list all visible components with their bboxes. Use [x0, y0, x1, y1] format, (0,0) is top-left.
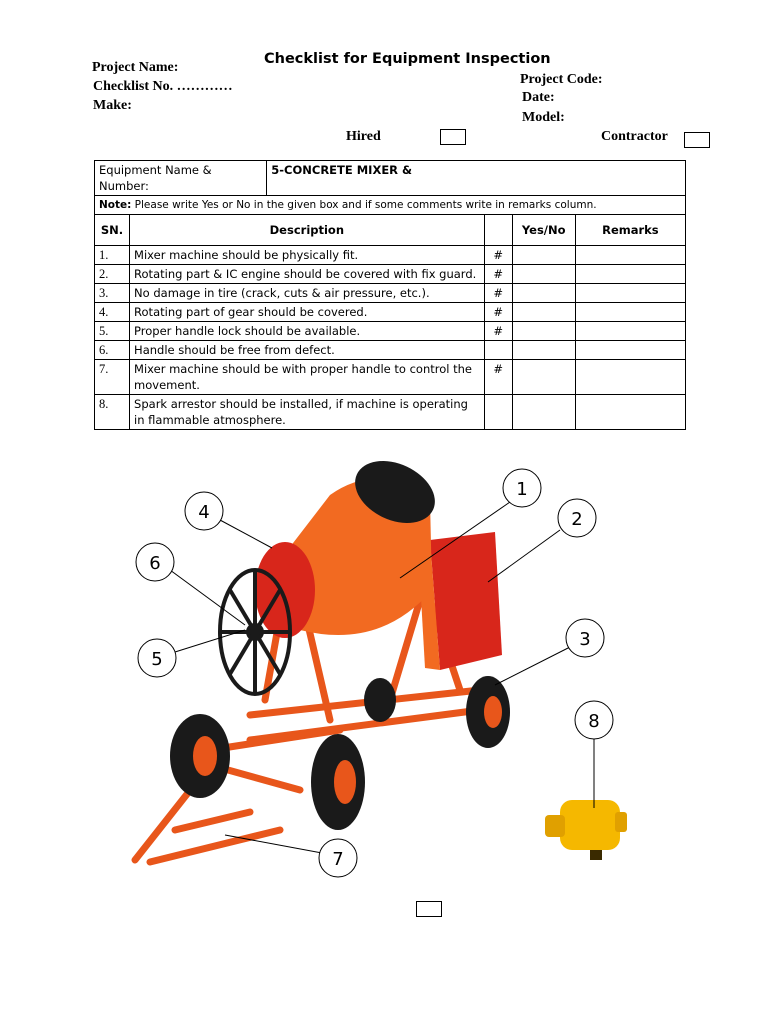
- date-label: Date:: [522, 90, 555, 105]
- hired-label: Hired: [346, 129, 381, 144]
- row-sn: 6.: [95, 341, 130, 360]
- table-row: [95, 395, 686, 430]
- row-sn: 1.: [95, 246, 130, 265]
- row-yesno-cell[interactable]: [512, 265, 575, 284]
- row-remarks-cell[interactable]: [575, 246, 685, 265]
- col-yesno-header: Yes/No: [512, 215, 575, 246]
- project-code-label: Project Code:: [520, 72, 603, 87]
- row-description: Spark arrestor should be installed, if machine is operating in flammable atmosphere.: [130, 395, 485, 430]
- engine-guard: [430, 532, 502, 670]
- table-row: [95, 341, 686, 360]
- table-row: [95, 284, 686, 303]
- note-row: [95, 196, 686, 215]
- row-mark: #: [484, 246, 512, 265]
- callout-7: 7: [332, 849, 344, 870]
- model-label: Model:: [522, 110, 565, 125]
- row-description: Rotating part of gear should be covered.: [130, 303, 485, 322]
- row-yesno-cell[interactable]: [512, 395, 575, 430]
- row-remarks-cell[interactable]: [575, 303, 685, 322]
- document-title: Checklist for Equipment Inspection: [264, 51, 551, 67]
- table-row: [95, 246, 686, 265]
- callout-4: 4: [198, 502, 210, 523]
- row-description: Rotating part & IC engine should be covered with fix guard.: [130, 265, 485, 284]
- contractor-label: Contractor: [601, 129, 668, 144]
- row-yesno-cell[interactable]: [512, 246, 575, 265]
- header-row: [95, 215, 686, 246]
- footer-box: [416, 901, 442, 917]
- callout-6: 6: [149, 553, 161, 574]
- make-label: Make:: [93, 98, 132, 113]
- row-sn: 5.: [95, 322, 130, 341]
- row-description: Handle should be free from defect.: [130, 341, 485, 360]
- row-mark: [484, 341, 512, 360]
- row-description: Mixer machine should be with proper handle to control the movement.: [130, 360, 485, 395]
- row-yesno-cell[interactable]: [512, 284, 575, 303]
- row-remarks-cell[interactable]: [575, 395, 685, 430]
- table-row: [95, 322, 686, 341]
- row-mark: #: [484, 265, 512, 284]
- row-yesno-cell[interactable]: [512, 341, 575, 360]
- col-sn-header: SN.: [95, 215, 130, 246]
- inspection-table: [94, 160, 686, 430]
- equipment-label: Equipment Name & Number:: [95, 161, 267, 196]
- row-description: Proper handle lock should be available.: [130, 322, 485, 341]
- row-mark: #: [484, 303, 512, 322]
- note-label: Note:: [99, 199, 132, 211]
- row-remarks-cell[interactable]: [575, 322, 685, 341]
- row-mark: #: [484, 284, 512, 303]
- equipment-value[interactable]: 5-CONCRETE MIXER &: [267, 161, 686, 196]
- checklist-no-label: Checklist No. …………: [93, 79, 233, 94]
- col-remarks-header: Remarks: [575, 215, 685, 246]
- callout-5: 5: [151, 649, 163, 670]
- hired-checkbox[interactable]: [440, 129, 466, 145]
- equipment-row: [95, 161, 686, 196]
- col-description-header: Description: [130, 215, 485, 246]
- callout-1: 1: [516, 479, 528, 500]
- row-sn: 4.: [95, 303, 130, 322]
- row-remarks-cell[interactable]: [575, 341, 685, 360]
- callout-3: 3: [579, 629, 591, 650]
- row-mark: #: [484, 360, 512, 395]
- row-sn: 3.: [95, 284, 130, 303]
- row-description: No damage in tire (crack, cuts & air pressure, etc.).: [130, 284, 485, 303]
- row-sn: 8.: [95, 395, 130, 430]
- wheels: [170, 676, 510, 830]
- table-row: [95, 265, 686, 284]
- table-row: [95, 303, 686, 322]
- row-yesno-cell[interactable]: [512, 360, 575, 395]
- callout-8: 8: [588, 711, 600, 732]
- callout-2: 2: [571, 509, 583, 530]
- handwheel: [220, 570, 290, 694]
- row-remarks-cell[interactable]: [575, 265, 685, 284]
- row-remarks-cell[interactable]: [575, 284, 685, 303]
- row-description: Mixer machine should be physically fit.: [130, 246, 485, 265]
- row-yesno-cell[interactable]: [512, 303, 575, 322]
- row-sn: 2.: [95, 265, 130, 284]
- row-remarks-cell[interactable]: [575, 360, 685, 395]
- note-text: Please write Yes or No in the given box and if some comments write in remarks column.: [131, 199, 597, 211]
- row-mark: [484, 395, 512, 430]
- project-name-label: Project Name:: [92, 60, 179, 75]
- row-sn: 7.: [95, 360, 130, 395]
- contractor-checkbox[interactable]: [684, 132, 710, 148]
- table-row: [95, 360, 686, 395]
- spark-arrestor: [545, 800, 627, 860]
- row-yesno-cell[interactable]: [512, 322, 575, 341]
- concrete-mixer-illustration: [110, 460, 710, 880]
- row-mark: #: [484, 322, 512, 341]
